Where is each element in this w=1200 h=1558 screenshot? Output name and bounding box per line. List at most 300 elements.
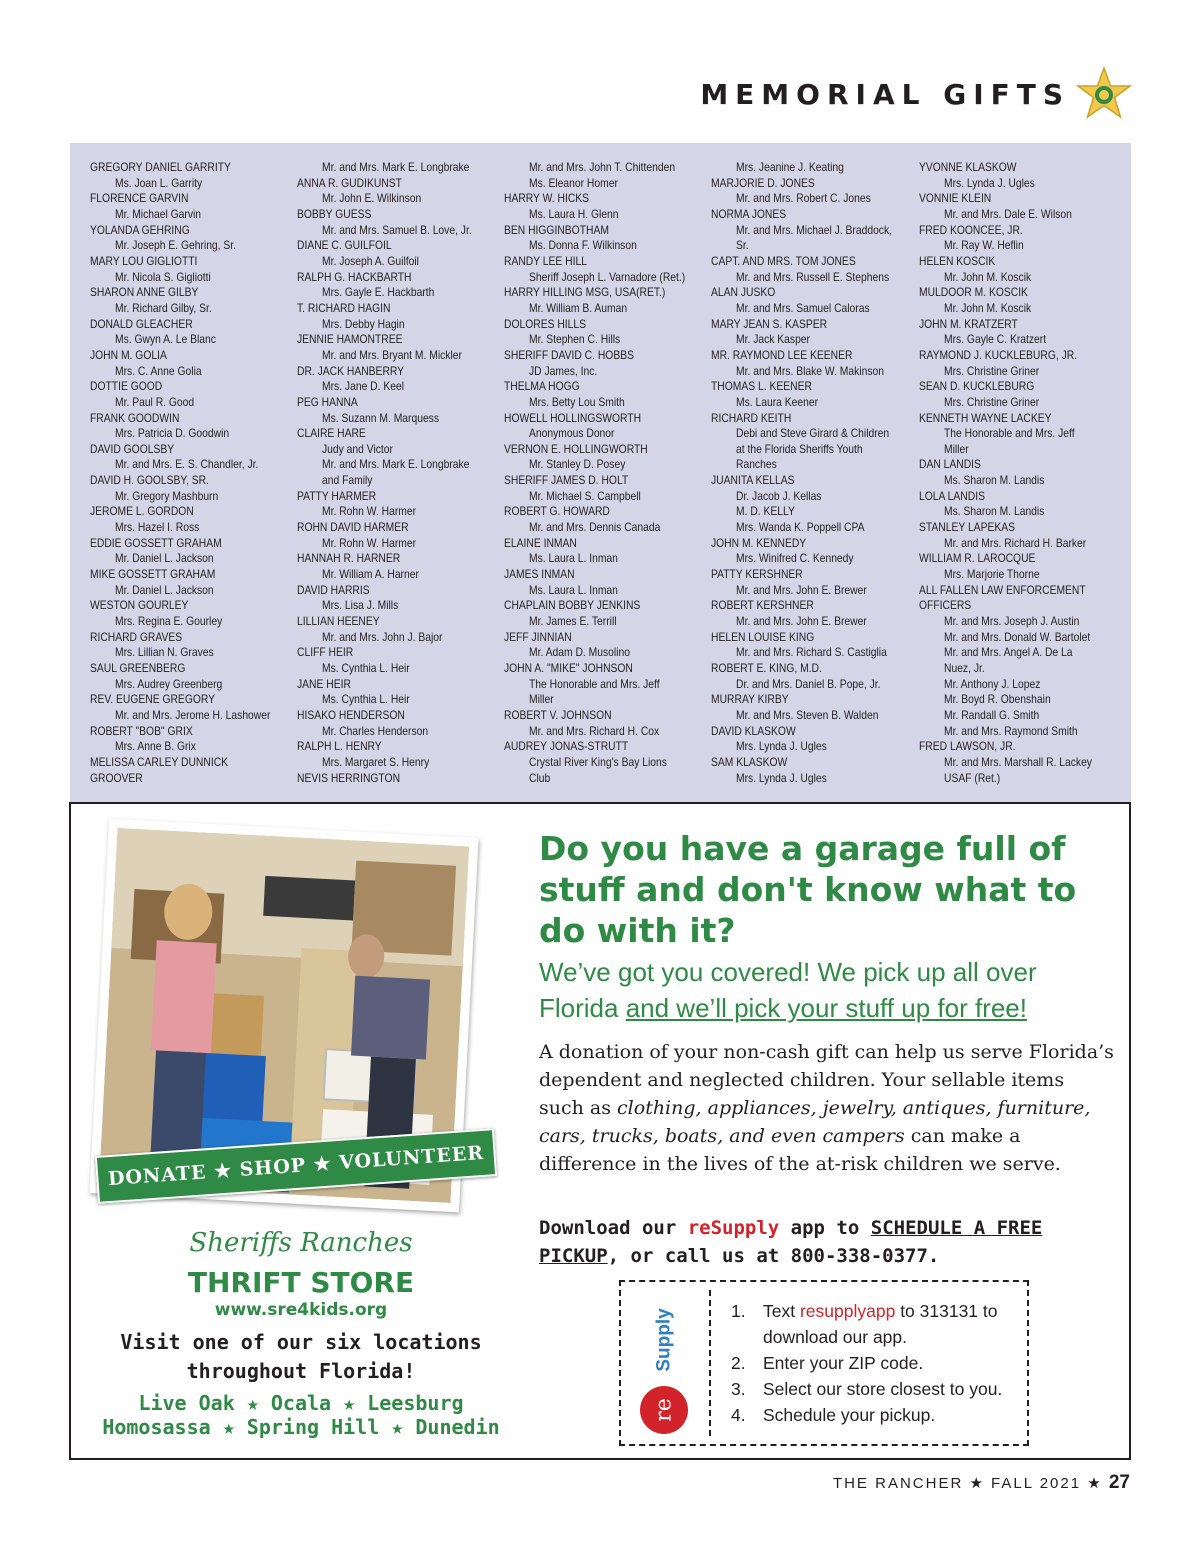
memorial-entry-text: Mr. Michael Garvin <box>115 206 202 221</box>
memorial-entry-text: Mrs. Audrey Greenberg <box>115 676 223 691</box>
donor-name <box>504 614 709 630</box>
memorial-column-4 <box>711 160 916 786</box>
memorial-entry-text: Mr. Jack Kasper <box>736 332 810 347</box>
memorial-entry-text: WILLIAM R. LAROCQUE <box>919 551 1036 566</box>
memorial-entry-text: LOLA LANDIS <box>919 488 985 503</box>
donor-name <box>711 504 916 520</box>
donor-name <box>919 270 1124 286</box>
memorial-entry-text: Mr. John E. Wilkinson <box>322 191 422 206</box>
memorial-entry-text: FRANK GOODWIN <box>90 410 180 425</box>
memorial-entry-text: Judy and Victor <box>322 441 393 456</box>
memorial-entry-text: The Honorable and Mrs. Jeff <box>944 426 1075 441</box>
memorial-entry-text: SAM KLASKOW <box>711 754 788 769</box>
memorial-entry-text: Ms. Laura L. Inman <box>529 551 618 566</box>
memorial-entry-text: PEG HANNA <box>297 394 358 409</box>
donor-name <box>297 442 497 458</box>
honoree-name <box>504 739 709 755</box>
donor-name <box>504 207 709 223</box>
donor-name <box>504 238 709 254</box>
memorial-entry-text: Mr. and Mrs. Jerome H. Lashower <box>115 707 271 722</box>
honoree-name <box>297 645 497 661</box>
memorial-entry-text: STANLEY LAPEKAS <box>919 520 1015 535</box>
honoree-name <box>297 520 497 536</box>
donor-name <box>504 364 709 380</box>
honoree-name <box>711 207 916 223</box>
donor-name <box>711 270 916 286</box>
step-text-post: to 313131 to download our app. <box>763 1301 998 1347</box>
donor-name <box>504 692 709 708</box>
resupply-logo-icon <box>633 1290 695 1440</box>
memorial-entry-text: RALPH G. HACKBARTH <box>297 269 412 284</box>
donor-name <box>711 395 916 411</box>
memorial-entry-text: Mrs. Anne B. Grix <box>115 739 196 754</box>
sheriffs-ranches-logo-text: Sheriffs Ranches <box>189 1228 413 1258</box>
honoree-name <box>90 504 290 520</box>
memorial-entry-text: The Honorable and Mrs. Jeff <box>529 676 660 691</box>
honoree-name <box>90 473 290 489</box>
pickup-step-3 <box>731 1376 1021 1402</box>
donor-name <box>711 520 916 536</box>
memorial-entry-text: Mrs. Betty Lou Smith <box>529 394 625 409</box>
body-items-italic: clothing, appliances, jewelry, antiques, furniture, cars, trucks, boats, and even campers <box>539 1097 1091 1147</box>
memorial-entry-text: ROBERT KERSHNER <box>711 598 814 613</box>
memorial-entry-text: Mr. Ray W. Heflin <box>944 238 1024 253</box>
donor-name <box>90 332 290 348</box>
memorial-entry-text: Mr. Joseph E. Gehring, Sr. <box>115 238 237 253</box>
memorial-entry-text: MURRAY KIRBY <box>711 692 789 707</box>
honoree-name <box>504 708 709 724</box>
memorial-entry-text: GROOVER <box>90 770 143 785</box>
honoree-name <box>919 598 1124 614</box>
memorial-entry-text: MR. RAYMOND LEE KEENER <box>711 347 853 362</box>
donor-name <box>504 551 709 567</box>
memorial-entry-text: WESTON GOURLEY <box>90 598 189 613</box>
memorial-entry-text: Mr. William B. Auman <box>529 300 628 315</box>
donor-name <box>919 755 1124 771</box>
memorial-entry-text: Mrs. Jeanine J. Keating <box>736 160 844 174</box>
honoree-name <box>90 254 290 270</box>
memorial-entry-text: DAVID H. GOOLSBY, SR. <box>90 473 209 488</box>
memorial-entry-text: Mrs. Lynda J. Ugles <box>736 770 827 785</box>
donor-name <box>297 348 497 364</box>
banner-text: DONATE ★ SHOP ★ VOLUNTEER <box>107 1141 485 1191</box>
donor-name <box>919 176 1124 192</box>
donor-name <box>919 645 1124 661</box>
memorial-entry-text: SHERIFF DAVID C. HOBBS <box>504 347 634 362</box>
honoree-name <box>297 583 497 599</box>
memorial-gifts-panel <box>70 143 1131 803</box>
subhead-text: We’ve got you covered! We pick up all over Florida <box>539 957 1037 1023</box>
memorial-entry-text: Mr. and Mrs. Mark E. Longbrake <box>322 160 470 174</box>
donor-name <box>919 442 1124 458</box>
cta-phone-text: , or call us at 800-338-0377. <box>607 1245 940 1267</box>
honoree-name <box>90 223 290 239</box>
donor-name <box>919 661 1124 677</box>
memorial-entry-text: ROHN DAVID HARMER <box>297 520 409 535</box>
thrift-store-ad <box>69 802 1131 1460</box>
donor-name <box>297 536 497 552</box>
memorial-entry-text: Mrs. Gayle C. Kratzert <box>944 332 1047 347</box>
locations-line-1: Live Oak ★ Ocala ★ Leesburg <box>138 1391 464 1415</box>
pickup-step-4 <box>731 1402 1021 1428</box>
donor-name <box>711 677 916 693</box>
donor-name <box>504 520 709 536</box>
honoree-name <box>504 191 709 207</box>
honoree-name <box>504 567 709 583</box>
memorial-entry-text: MARY JEAN S. KASPER <box>711 316 828 331</box>
memorial-entry-text: BOBBY GUESS <box>297 206 372 221</box>
donor-name <box>90 677 290 693</box>
honoree-name <box>297 771 497 787</box>
memorial-entry-text: Mrs. Winifred C. Kennedy <box>736 551 854 566</box>
honoree-name <box>504 504 709 520</box>
memorial-entry-text: SHERIFF JAMES D. HOLT <box>504 473 629 488</box>
honoree-name <box>90 567 290 583</box>
donor-name <box>297 411 497 427</box>
memorial-entry-text: Mrs. Lisa J. Mills <box>322 598 399 613</box>
honoree-name <box>711 661 916 677</box>
memorial-entry-text: Miller <box>529 692 554 707</box>
memorial-entry-text: Mrs. Debby Hagin <box>322 316 405 331</box>
locations-line-2: Homosassa ★ Spring Hill ★ Dunedin <box>102 1415 500 1439</box>
donor-name <box>711 771 916 787</box>
donor-name <box>90 645 290 661</box>
donor-name <box>90 708 290 724</box>
memorial-entry-text: Mr. Charles Henderson <box>322 723 429 738</box>
donor-name <box>90 614 290 630</box>
memorial-entry-text: NEVIS HERRINGTON <box>297 770 401 785</box>
honoree-name <box>297 332 497 348</box>
step-number: 3. <box>731 1379 746 1399</box>
website-link[interactable]: www.sre4kids.org <box>214 1300 388 1320</box>
memorial-entry-text: ALAN JUSKO <box>711 285 776 300</box>
honoree-name <box>90 411 290 427</box>
memorial-entry-text: HARRY HILLING MSG, USA(RET.) <box>504 285 666 300</box>
honoree-name <box>919 379 1124 395</box>
honoree-name <box>297 238 497 254</box>
donor-name <box>504 160 709 176</box>
memorial-entry-text: Mr. Rohn W. Harmer <box>322 504 417 519</box>
donor-name <box>90 426 290 442</box>
honoree-name <box>90 755 290 771</box>
honoree-name <box>504 254 709 270</box>
honoree-name <box>919 254 1124 270</box>
memorial-entry-text: THOMAS L. KEENER <box>711 379 812 394</box>
honoree-name <box>297 426 497 442</box>
honoree-name <box>297 395 497 411</box>
memorial-entry-text: Mr. and Mrs. Dale E. Wilson <box>944 206 1072 221</box>
memorial-entry-text: Mrs. Christine Griner <box>944 394 1040 409</box>
memorial-entry-text: JOHN M. KRATZERT <box>919 316 1018 331</box>
donor-name <box>919 536 1124 552</box>
memorial-entry-text: SAUL GREENBERG <box>90 661 186 675</box>
memorial-entry-text: DAVID KLASKOW <box>711 723 796 738</box>
donor-name <box>919 614 1124 630</box>
donor-name <box>297 379 497 395</box>
honoree-name <box>919 411 1124 427</box>
memorial-entry-text: Mr. and Mrs. Samuel Caloras <box>736 300 870 315</box>
donor-name <box>919 567 1124 583</box>
logo-supply-text: Supply <box>653 1308 675 1372</box>
memorial-entry-text: DR. JACK HANBERRY <box>297 363 405 378</box>
memorial-entry-text: Mrs. Lillian N. Graves <box>115 645 214 660</box>
honoree-name <box>711 567 916 583</box>
honoree-name <box>90 160 290 176</box>
memorial-entry-text: Mr. and Mrs. Michael J. Braddock, <box>736 222 893 237</box>
honoree-name <box>919 489 1124 505</box>
publication-name: THE RANCHER ★ FALL 2021 ★ <box>832 1475 1109 1492</box>
donor-name <box>90 176 290 192</box>
donor-name <box>297 504 497 520</box>
cta-text-1: Download our <box>539 1217 688 1239</box>
memorial-entry-text: RAYMOND J. KUCKLEBURG, JR. <box>919 347 1078 362</box>
honoree-name <box>504 223 709 239</box>
honoree-name <box>90 442 290 458</box>
donor-name <box>297 598 497 614</box>
donor-name <box>504 489 709 505</box>
donor-name <box>919 473 1124 489</box>
honoree-name <box>919 551 1124 567</box>
memorial-entry-text: Mr. John M. Koscik <box>944 300 1032 315</box>
memorial-entry-text: Ms. Laura L. Inman <box>529 582 618 597</box>
memorial-entry-text: Mr. Daniel L. Jackson <box>115 551 214 566</box>
memorial-entry-text: JENNIE HAMONTREE <box>297 332 403 347</box>
memorial-entry-text: DIANE C. GUILFOIL <box>297 238 392 253</box>
donor-name <box>919 364 1124 380</box>
honoree-name <box>711 692 916 708</box>
memorial-entry-text: Mrs. Wanda K. Poppell CPA <box>736 520 865 535</box>
honoree-name <box>297 364 497 380</box>
donor-name <box>90 583 290 599</box>
memorial-entry-text: Debi and Steve Girard & Children <box>736 426 890 441</box>
donor-name <box>297 191 497 207</box>
memorial-entry-text: CAPT. AND MRS. TOM JONES <box>711 253 856 268</box>
visit-locations-text <box>71 1328 531 1386</box>
memorial-entry-text: Mr. and Mrs. John J. Bajor <box>322 629 443 644</box>
memorial-entry-text: FLORENCE GARVIN <box>90 191 189 206</box>
memorial-entry-text: DAVID HARRIS <box>297 582 370 597</box>
memorial-entry-text: Dr. and Mrs. Daniel B. Pope, Jr. <box>736 676 881 691</box>
donor-name <box>919 207 1124 223</box>
memorial-entry-text: MULDOOR M. KOSCIK <box>919 285 1028 300</box>
memorial-entry-text: JUANITA KELLAS <box>711 473 795 488</box>
resupply-app-name: reSupply <box>687 1217 780 1239</box>
donor-name <box>297 223 497 239</box>
honoree-name <box>504 285 709 301</box>
memorial-entry-text: Mr. and Mrs. Joseph J. Austin <box>944 614 1080 629</box>
honoree-name <box>919 739 1124 755</box>
memorial-entry-text: ELAINE INMAN <box>504 535 577 550</box>
donor-name <box>919 771 1124 787</box>
memorial-entry-text: HANNAH R. HARNER <box>297 551 401 566</box>
memorial-entry-text: ROBERT E. KING, M.D. <box>711 661 822 675</box>
donor-name <box>504 583 709 599</box>
donor-name <box>711 551 916 567</box>
honoree-name <box>504 348 709 364</box>
honoree-name <box>90 692 290 708</box>
memorial-entry-text: Mr. Gregory Mashburn <box>115 488 219 503</box>
memorial-entry-text: Mrs. Marjorie Thorne <box>944 567 1040 582</box>
honoree-name <box>711 254 916 270</box>
memorial-entry-text: at the Florida Sheriffs Youth <box>736 441 863 456</box>
donor-name <box>504 755 709 771</box>
memorial-entry-text: Ms. Sharon M. Landis <box>944 504 1045 519</box>
memorial-entry-text: Mrs. Patricia D. Goodwin <box>115 426 230 441</box>
honoree-name <box>919 191 1124 207</box>
memorial-entry-text: and Family <box>322 473 373 488</box>
memorial-entry-text: CLIFF HEIR <box>297 645 354 660</box>
honoree-name <box>504 411 709 427</box>
memorial-entry-text: DOLORES HILLS <box>504 316 587 331</box>
honoree-name <box>711 630 916 646</box>
memorial-entry-text: Mr. Anthony J. Lopez <box>944 676 1041 691</box>
honoree-name <box>504 379 709 395</box>
schedule-pickup-text: SCHEDULE A FREE PICKUP <box>539 1217 1043 1267</box>
pickup-steps-list <box>731 1298 1021 1428</box>
memorial-entry-text: EDDIE GOSSETT GRAHAM <box>90 535 222 550</box>
donor-name <box>711 489 916 505</box>
donor-name <box>297 692 497 708</box>
donor-name <box>297 567 497 583</box>
donor-name <box>504 645 709 661</box>
step-text-pre: Text <box>763 1301 800 1321</box>
memorial-entry-text: FRED LAWSON, JR. <box>919 739 1016 754</box>
donor-name <box>90 520 290 536</box>
memorial-entry-text: REV. EUGENE GREGORY <box>90 692 216 707</box>
memorial-entry-text: Club <box>529 770 551 785</box>
honoree-name <box>504 630 709 646</box>
memorial-entry-text: VONNIE KLEIN <box>919 191 992 206</box>
page-footer <box>833 1472 1130 1494</box>
memorial-entry-text: JD James, Inc. <box>529 363 598 378</box>
memorial-entry-text: Mrs. Regina E. Gourley <box>115 614 223 629</box>
memorial-entry-text: JEROME L. GORDON <box>90 504 194 519</box>
honoree-name <box>919 223 1124 239</box>
step-number: 2. <box>731 1353 746 1373</box>
pickup-step-2 <box>731 1350 1021 1376</box>
donor-name <box>297 317 497 333</box>
memorial-entry-text: RICHARD GRAVES <box>90 629 183 644</box>
donor-name <box>504 724 709 740</box>
memorial-entry-text: HISAKO HENDERSON <box>297 707 405 722</box>
donor-name <box>919 332 1124 348</box>
memorial-entry-text: Mr. and Mrs. Richard H. Barker <box>944 535 1087 550</box>
donor-name <box>90 551 290 567</box>
honoree-name <box>297 301 497 317</box>
donor-name <box>711 614 916 630</box>
donor-name <box>504 426 709 442</box>
donor-name <box>711 364 916 380</box>
memorial-entry-text: Mrs. Hazel I. Ross <box>115 520 200 535</box>
memorial-entry-text: Mrs. Margaret S. Henry <box>322 754 430 769</box>
memorial-entry-text: OFFICERS <box>919 598 972 613</box>
donor-name <box>297 473 497 489</box>
memorial-entry-text: CHAPLAIN BOBBY JENKINS <box>504 598 641 613</box>
memorial-entry-text: Mr. and Mrs. E. S. Chandler, Jr. <box>115 457 259 472</box>
memorial-entry-text: JOHN M. GOLIA <box>90 347 167 362</box>
memorial-entry-text: FRED KOONCEE, JR. <box>919 222 1023 237</box>
memorial-entry-text: DAVID GOOLSBY <box>90 441 175 456</box>
memorial-entry-text: Mr. and Mrs. Blake W. Makinson <box>736 363 884 378</box>
honoree-name <box>919 160 1124 176</box>
call-to-action <box>539 1214 1129 1270</box>
honoree-name <box>504 473 709 489</box>
honoree-name <box>90 661 290 677</box>
memorial-entry-text: Mrs. Gayle E. Hackbarth <box>322 285 435 300</box>
donor-name <box>711 223 916 239</box>
donor-name <box>297 285 497 301</box>
memorial-entry-text: Mr. Joseph A. Guilfoil <box>322 253 419 268</box>
memorial-entry-text: Mr. William A. Harner <box>322 567 419 582</box>
donor-name <box>297 457 497 473</box>
memorial-entry-text: Mr. and Mrs. Angel A. De La <box>944 645 1073 660</box>
donor-name <box>90 301 290 317</box>
memorial-entry-text: Mrs. Christine Griner <box>944 363 1040 378</box>
memorial-column-1 <box>90 160 290 786</box>
logo-re-text: re <box>651 1398 677 1422</box>
body-text-1: A donation of your non-cash gift can help us serve Florida’s dependent and neglected children. Your sellable items such as <box>539 1041 1114 1119</box>
honoree-name <box>90 348 290 364</box>
donor-name <box>504 332 709 348</box>
memorial-entry-text: Mrs. Lynda J. Ugles <box>736 739 827 754</box>
donor-name <box>711 739 916 755</box>
memorial-entry-text: Miller <box>944 441 969 456</box>
donor-name <box>297 160 497 176</box>
memorial-entry-text: Mrs. Jane D. Keel <box>322 379 405 394</box>
donor-name <box>711 332 916 348</box>
memorial-entry-text: Mr. and Mrs. Marshall R. Lackey <box>944 754 1092 769</box>
honoree-name <box>90 317 290 333</box>
memorial-entry-text: Mrs. Lynda J. Ugles <box>944 175 1035 190</box>
honoree-name <box>919 583 1124 599</box>
page-number: 27 <box>1108 1472 1130 1493</box>
memorial-entry-text: Ms. Laura H. Glenn <box>529 206 619 221</box>
donor-name <box>297 661 497 677</box>
honoree-name <box>90 598 290 614</box>
honoree-name <box>90 724 290 740</box>
ad-subhead <box>539 954 1119 1026</box>
memorial-entry-text: Mr. Paul R. Good <box>115 394 195 409</box>
honoree-name <box>919 457 1124 473</box>
step-number: 4. <box>731 1405 746 1425</box>
donor-name <box>504 301 709 317</box>
donor-name <box>90 238 290 254</box>
honoree-name <box>504 536 709 552</box>
memorial-column-5 <box>919 160 1124 786</box>
memorial-entry-text: SEAN D. KUCKLEBURG <box>919 379 1035 394</box>
honoree-name <box>711 317 916 333</box>
memorial-entry-text: Mr. James E. Terrill <box>529 614 617 629</box>
memorial-entry-text: Mrs. C. Anne Golia <box>115 363 202 378</box>
donor-name <box>919 724 1124 740</box>
memorial-entry-text: MELISSA CARLEY DUNNICK <box>90 754 229 769</box>
memorial-entry-text: Mr. Michael S. Campbell <box>529 488 641 503</box>
ad-headline: Do you have a garage full of stuff and don't know what to do with it? <box>539 829 1077 950</box>
memorial-entry-text: Nuez, Jr. <box>944 661 985 675</box>
donor-name <box>90 457 290 473</box>
sheriff-star-icon <box>1076 66 1132 122</box>
honoree-name <box>297 614 497 630</box>
honoree-name <box>504 442 709 458</box>
visit-line-1: Visit one of our six locations <box>120 1330 482 1354</box>
memorial-column-2 <box>297 160 497 786</box>
memorial-entry-text: RANDY LEE HILL <box>504 253 587 268</box>
honoree-name <box>919 317 1124 333</box>
donor-name <box>711 426 916 442</box>
memorial-entry-text: MIKE GOSSETT GRAHAM <box>90 567 216 582</box>
honoree-name <box>297 739 497 755</box>
honoree-name <box>711 473 916 489</box>
